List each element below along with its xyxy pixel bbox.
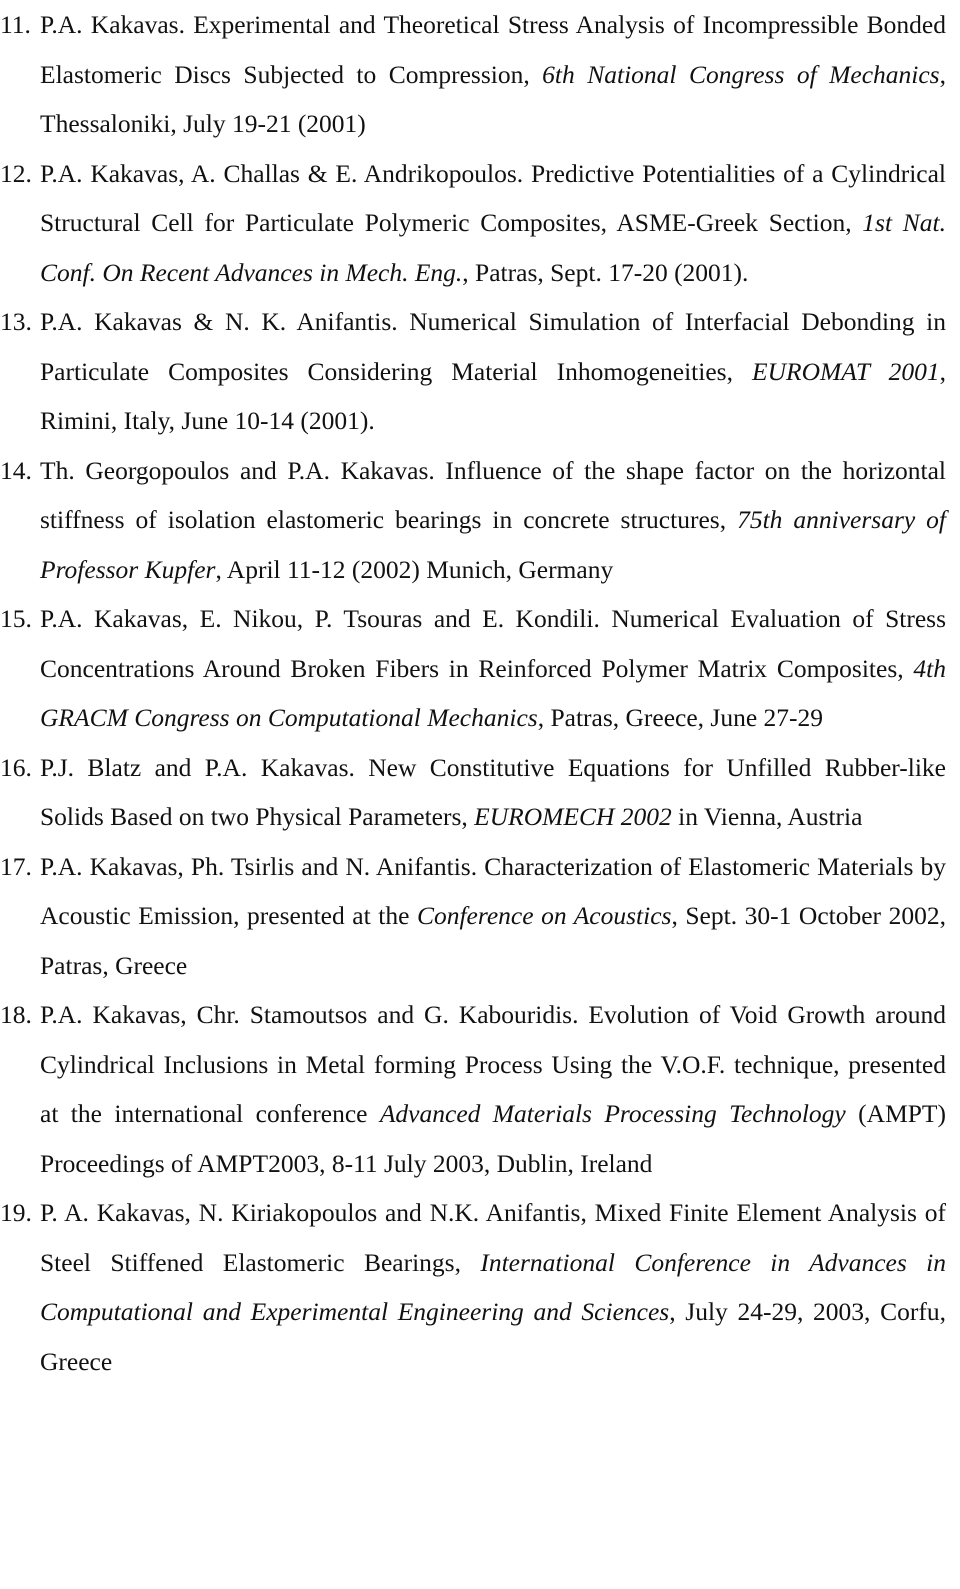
reference-text: Th. Georgopoulos and P.A. Kakavas. Influence of the shape factor on the horizontal stiffness of isolation elastomeric bearings in concrete structures,: [40, 455, 946, 534]
reference-text: , Thessaloniki, July 19-21 (2001): [40, 59, 946, 138]
reference-number: 19.: [0, 1198, 32, 1227]
reference-text: in Vienna, Austria: [671, 802, 863, 831]
reference-venue-italic: 6th National Congress of Mechanics: [542, 59, 940, 89]
reference-number: 11.: [0, 10, 31, 39]
reference-text: P. A. Kakavas, N. Kiriakopoulos and N.K. Anifantis, Mixed Finite Element Analysis of Steel Stiffened Elastomeric Bearings,: [40, 1198, 946, 1277]
reference-text: , Rimini, Italy, June 10-14 (2001).: [40, 356, 947, 435]
reference-venue-italic: International Conference in Advances in Computational and Experimental Engineering and Sciences: [40, 1247, 946, 1326]
reference-item: [0, 743, 946, 842]
reference-item: [0, 990, 946, 1188]
reference-number: 13.: [0, 307, 32, 336]
reference-number: 17.: [0, 851, 32, 881]
reference-venue-italic: 75th anniversary of Professor Kupfer: [40, 505, 947, 584]
reference-number: 16.: [0, 752, 32, 782]
reference-number: 12.: [0, 158, 32, 188]
reference-number: 15.: [0, 604, 32, 633]
reference-text: P.A. Kakavas, A. Challas & E. Andrikopoulos. Predictive Potentialities of a Cylindrical Structural Cell for Particulate Polymeric Composites, ASME-Greek Section,: [40, 158, 946, 237]
reference-item: [0, 1188, 946, 1386]
reference-text: P.A. Kakavas, E. Nikou, P. Tsouras and E. Kondili. Numerical Evaluation of Stress Concentrations Around Broken Fibers in Reinforced Polymer Matrix Composites,: [40, 604, 946, 683]
reference-text: (AMPT) Proceedings of AMPT2003, 8-11 July 2003, Dublin, Ireland: [40, 1099, 946, 1178]
reference-venue-italic: Advanced Materials Processing Technology: [379, 1099, 846, 1128]
reference-item: [0, 297, 946, 446]
reference-item: [0, 842, 946, 991]
reference-venue-italic: EUROMECH 2002: [474, 802, 672, 831]
reference-item: [0, 594, 946, 743]
reference-text: P.A. Kakavas. Experimental and Theoretical Stress Analysis of Incompressible Bonded Elastomeric Discs Subjected to Compression,: [40, 10, 946, 89]
reference-text: , Patras, Sept. 17-20 (2001).: [462, 257, 749, 287]
reference-venue-italic: EUROMAT 2001: [752, 356, 940, 386]
reference-text: P.J. Blatz and P.A. Kakavas. New Constitutive Equations for Unfilled Rubber-like Solids Based on two Physical Parameters,: [40, 752, 946, 831]
reference-number: 14.: [0, 455, 32, 485]
reference-text: , July 24-29, 2003, Corfu, Greece: [40, 1297, 946, 1376]
reference-venue-italic: Conference on Acoustics: [416, 901, 672, 930]
reference-text: P.A. Kakavas, Chr. Stamoutsos and G. Kabouridis. Evolution of Void Growth around Cylindrical Inclusions in Metal forming Process Using the V.O.F. technique, presented at the international conference: [40, 1000, 946, 1128]
reference-text: , Patras, Greece, June 27-29: [537, 703, 824, 732]
reference-item: [0, 0, 946, 149]
reference-item: [0, 446, 946, 595]
reference-text: P.A. Kakavas, Ph. Tsirlis and N. Anifantis. Characterization of Elastomeric Materials by Acoustic Emission, presented at the: [40, 851, 946, 930]
reference-item: [0, 149, 946, 298]
reference-text: , April 11-12 (2002) Munich, Germany: [215, 554, 614, 584]
reference-venue-italic: 4th GRACM Congress on Computational Mechanics: [40, 653, 946, 732]
reference-number: 18.: [0, 1000, 32, 1029]
reference-text: P.A. Kakavas & N. K. Anifantis. Numerical Simulation of Interfacial Debonding in Particulate Composites Considering Material Inhomogeneities,: [40, 307, 946, 386]
reference-text: , Sept. 30-1 October 2002, Patras, Greece: [40, 901, 946, 980]
reference-venue-italic: 1st Nat. Conf. On Recent Advances in Mech. Eng.: [40, 208, 946, 287]
